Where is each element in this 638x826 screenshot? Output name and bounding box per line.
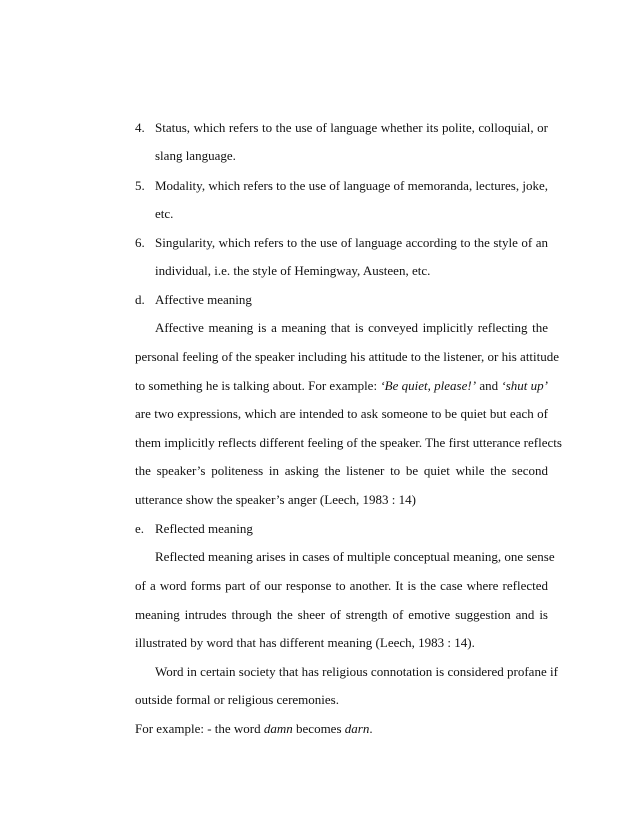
example-line	[135, 720, 548, 738]
quoted-expression: ‘shut up’	[501, 378, 548, 393]
example-text: For example: - the word	[135, 721, 264, 736]
paragraph-line: Word in certain society that has religious connotation is considered profane if	[155, 664, 558, 679]
list-item-text: Singularity, which refers to the use of language according to the style of an	[155, 235, 548, 250]
paragraph-line: the speaker’s politeness in asking the listener to be quiet while the second	[135, 463, 548, 478]
list-item-text: Modality, which refers to the use of language of memoranda, lectures, joke,	[155, 178, 548, 193]
paragraph-line: utterance show the speaker’s anger (Leech, 1983 : 14)	[135, 492, 416, 507]
list-item-text-continued: etc.	[155, 206, 174, 221]
list-item-number: 5.	[135, 178, 145, 193]
paragraph-line: illustrated by word that has different meaning (Leech, 1983 : 14).	[135, 635, 475, 650]
section-letter: d.	[135, 292, 145, 307]
list-item-number: 6.	[135, 235, 145, 250]
paragraph-line: meaning intrudes through the sheer of strength of emotive suggestion and is	[135, 607, 548, 622]
paragraph-line: personal feeling of the speaker including his attitude to the listener, or his attitude	[135, 349, 560, 364]
example-word: damn	[263, 721, 293, 736]
paragraph-text: and	[476, 378, 502, 393]
paragraph-text: to something he is talking about. For example:	[135, 378, 381, 393]
list-item-text-continued: slang language.	[155, 148, 236, 163]
section-heading: Reflected meaning	[155, 521, 253, 536]
example-word: darn	[344, 721, 370, 736]
quoted-expression: ‘Be quiet, please!’	[380, 378, 477, 393]
paragraph-line: Reflected meaning arises in cases of multiple conceptual meaning, one sense	[155, 549, 555, 564]
section-letter: e.	[135, 521, 145, 536]
section-heading: Affective meaning	[155, 292, 252, 307]
list-item-text: Status, which refers to the use of language whether its polite, colloquial, or	[155, 120, 548, 135]
list-item-number: 4.	[135, 120, 145, 135]
list-item-text-continued: individual, i.e. the style of Hemingway, Austeen, etc.	[155, 263, 431, 278]
paragraph-line: are two expressions, which are intended to ask someone to be quiet but each of	[135, 406, 548, 421]
paragraph-line: them implicitly reflects different feeling of the speaker. The first utterance reflects	[135, 435, 562, 450]
paragraph-line	[135, 377, 548, 395]
paragraph-line: outside formal or religious ceremonies.	[135, 692, 339, 707]
example-text: .	[369, 721, 373, 736]
example-text: becomes	[292, 721, 345, 736]
paragraph-line: of a word forms part of our response to another. It is the case where reflected	[135, 578, 548, 593]
paragraph-line: Affective meaning is a meaning that is conveyed implicitly reflecting the	[155, 320, 548, 335]
